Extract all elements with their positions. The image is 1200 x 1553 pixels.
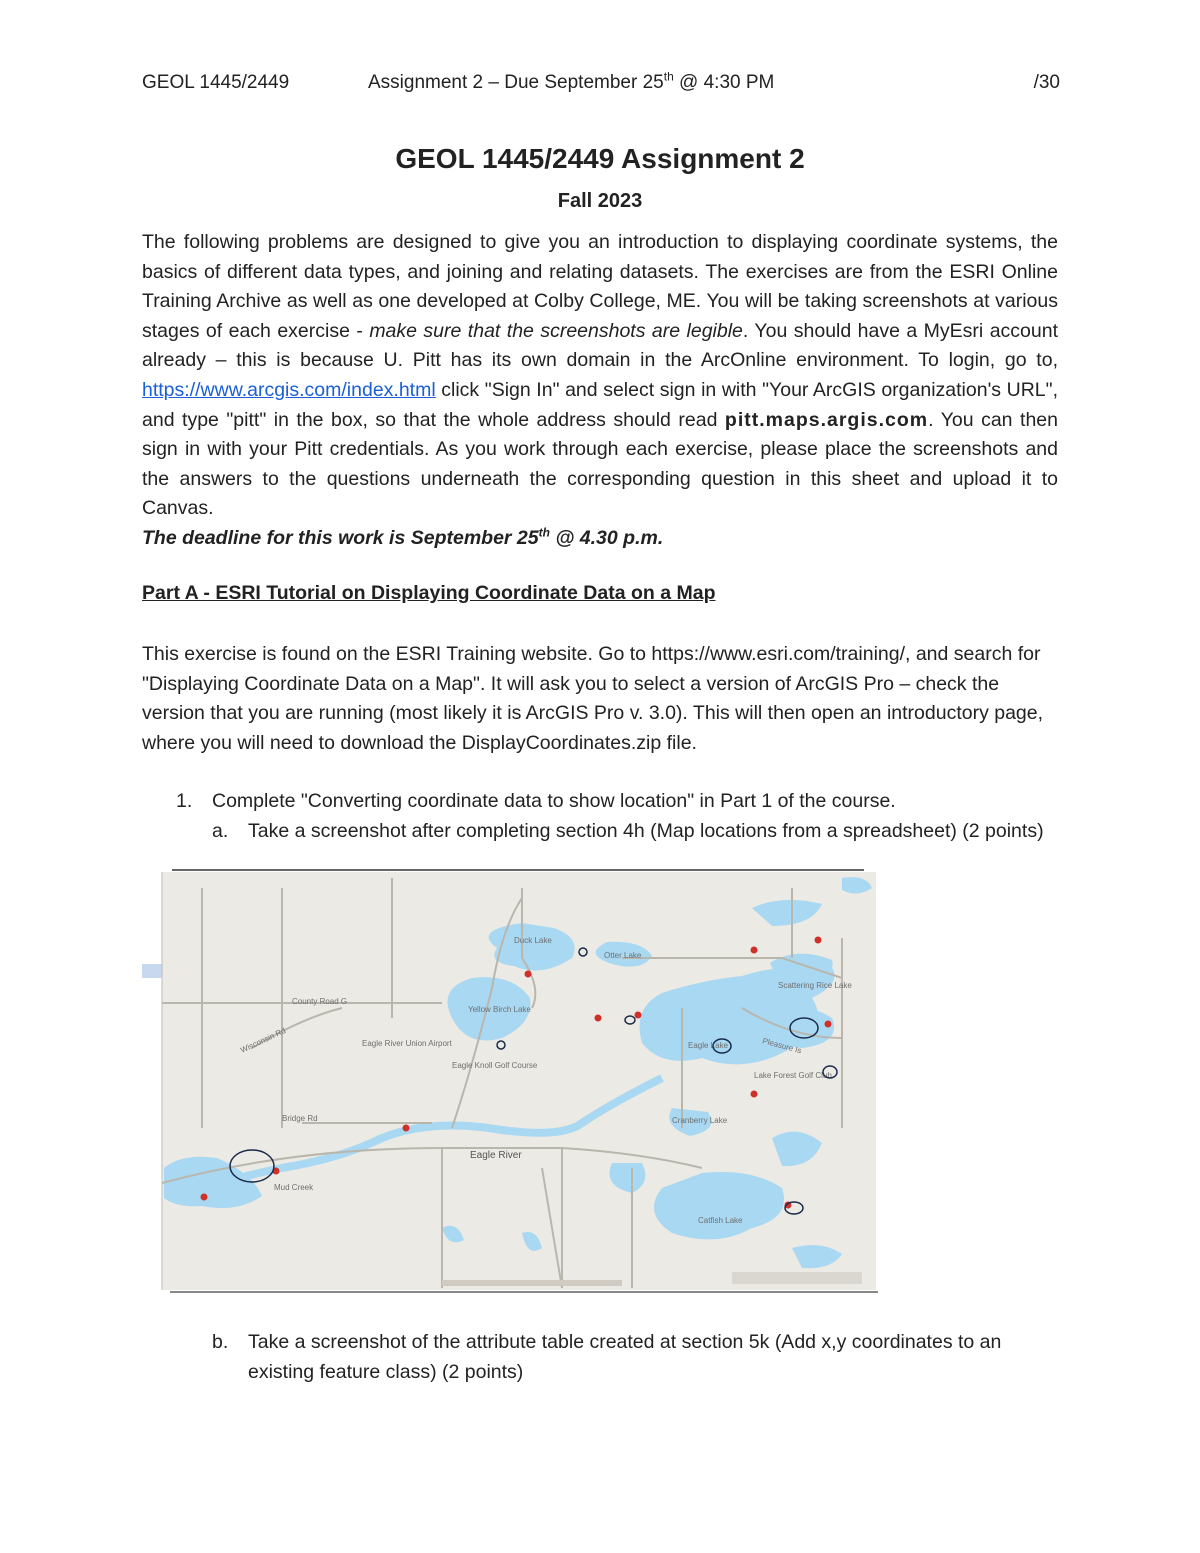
map-point [815, 937, 822, 944]
map-label-lake: Scattering Rice Lake [778, 981, 852, 990]
part-a-heading: Part A - ESRI Tutorial on Displaying Coordinate Data on a Map [142, 582, 716, 604]
map-label-lake: Yellow Birch Lake [468, 1005, 531, 1014]
map-screenshot [142, 868, 878, 1294]
document-subtitle: Fall 2023 [557, 190, 643, 212]
map-label-lake: Duck Lake [514, 936, 552, 945]
map-label-town: Eagle River [470, 1150, 522, 1161]
map-label-golf: Lake Forest Golf Club [754, 1071, 832, 1080]
question-1b-text: Take a screenshot of the attribute table created at section 5k (Add x,y coordinates to an existing feature class) (2 points) [248, 1331, 1002, 1383]
map-point [751, 947, 758, 954]
map-label-lake: Cranberry Lake [672, 1116, 728, 1125]
map-point [403, 1125, 410, 1132]
question-1a-number: a. [212, 820, 229, 842]
header-score: /30 [1033, 72, 1060, 93]
map-label-road: Bridge Rd [282, 1114, 318, 1123]
map-label-road: Wisconsin Rd [239, 1025, 288, 1055]
page-header [142, 69, 1060, 98]
question-1-number: 1. [176, 790, 193, 812]
map-point [595, 1015, 602, 1022]
map-label-road: County Road G [292, 997, 348, 1006]
login-address: pitt.maps.argis.com [724, 408, 929, 431]
map-label-lake: Eagle Lake [688, 1041, 729, 1050]
map-label-lake: Catfish Lake [698, 1216, 743, 1225]
intro-paragraph: The following problems are designed to give you an introduction to displaying coordinate systems, the basics of different data types, and joining and relating datasets. The exercises are from the ESRI Online Training Archive as well as one developed at Colby College, ME. You will be taking screenshots at various stages of each exercise - make sure that the screenshots are legible. You should have a MyEsri account already – this is because U. Pitt has its own domain in the ArcOnline environment. To login, go to, https://www.arcgis.com/index.html click "Sign In" and select sign in with "Your ArcGIS organization's URL", and type "pitt" in the box, so that the whole address should read pitt.maps.argis.com. You can then sign in with your Pitt credentials. As you work through each exercise, please place the screenshots and the answers to the questions underneath the corresponding question in this sheet and upload it to Canvas. The deadline for this work is September 25th @ 4.30 p.m. [142, 231, 1058, 549]
map-label-airport: Eagle River Union Airport [362, 1039, 452, 1048]
question-1a-text: Take a screenshot after completing section 4h (Map locations from a spreadsheet) (2 points) [248, 820, 1044, 842]
map-point [201, 1194, 208, 1201]
header-assignment: Assignment 2 – Due September 25th @ 4:30 PM [368, 69, 775, 93]
part-a-paragraph: This exercise is found on the ESRI Training website. Go to https://www.esri.com/training/, and search for "Displaying Coordinate Data on a Map". It will ask you to select a version of ArcGIS Pro – check the version that you are running (most likely it is ArcGIS Pro v. 3.0). This will then open an introductory page, where you will need to download the DisplayCoordinates.zip file. [142, 643, 1044, 754]
header-course: GEOL 1445/2449 [142, 72, 290, 93]
arcgis-link[interactable]: https://www.arcgis.com/index.html [142, 378, 436, 401]
legibility-note: make sure that the screenshots are legible [369, 319, 743, 342]
map-point [751, 1091, 758, 1098]
map-label-road: Mud Creek [274, 1183, 314, 1192]
document-title: GEOL 1445/2449 Assignment 2 [395, 143, 805, 174]
map-point [525, 971, 532, 978]
question-1-text: Complete "Converting coordinate data to show location" in Part 1 of the course. [212, 790, 896, 812]
map-point [635, 1012, 642, 1019]
deadline-note: The deadline for this work is September 25th @ 4.30 p.m. [142, 525, 664, 549]
map-label-golf-course: Eagle Knoll Golf Course [452, 1061, 538, 1070]
question-1b-number: b. [212, 1331, 229, 1353]
map-label-road: Pleasure Is [761, 1036, 803, 1056]
map-point [825, 1021, 832, 1028]
map-label-lake: Otter Lake [604, 951, 642, 960]
